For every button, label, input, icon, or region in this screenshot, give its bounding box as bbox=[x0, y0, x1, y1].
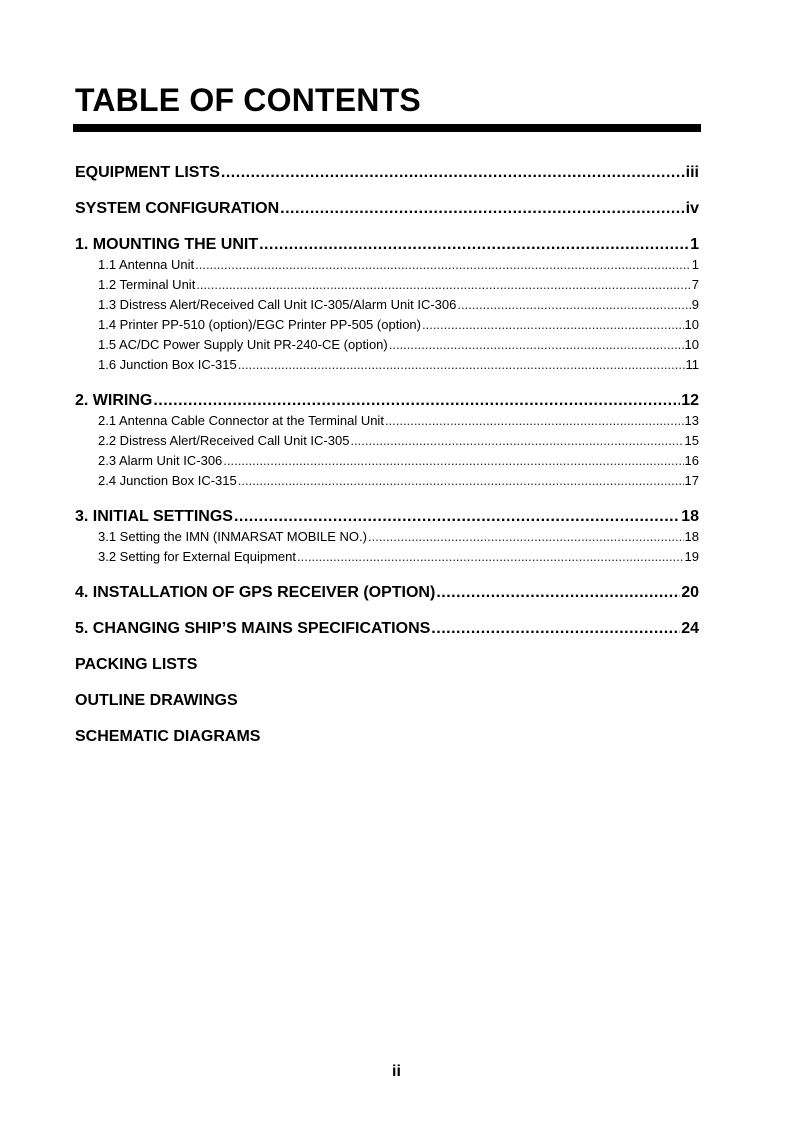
toc-entry-mounting-the-unit[interactable] bbox=[75, 235, 699, 255]
toc-entry-label: 1.3 Distress Alert/Received Call Unit IC-305/Alarm Unit IC-306 bbox=[98, 297, 457, 312]
dot-leader bbox=[280, 199, 685, 219]
toc-entry-page: 1 bbox=[691, 257, 699, 272]
dot-leader bbox=[195, 255, 691, 275]
toc-entry-label: 3. INITIAL SETTINGS bbox=[75, 508, 233, 525]
dot-leader bbox=[436, 583, 680, 603]
dot-leader bbox=[457, 295, 690, 315]
toc-entry-label: 1.6 Junction Box IC-315 bbox=[98, 357, 237, 372]
toc-entry-label: 2.2 Distress Alert/Received Call Unit IC-305 bbox=[98, 433, 350, 448]
dot-leader bbox=[223, 451, 683, 471]
toc-entry-page: 13 bbox=[684, 413, 699, 428]
dot-leader bbox=[259, 235, 689, 255]
toc-entry-1-4[interactable] bbox=[98, 315, 699, 335]
dot-leader bbox=[389, 335, 684, 355]
toc-entry-page: iv bbox=[685, 200, 699, 217]
toc-entry-page: 16 bbox=[684, 453, 699, 468]
toc-entry-page: 18 bbox=[681, 508, 699, 525]
toc-entry-label: 1.4 Printer PP-510 (option)/EGC Printer PP-505 (option) bbox=[98, 317, 421, 332]
toc-entry-label: SYSTEM CONFIGURATION bbox=[75, 200, 280, 217]
dot-leader bbox=[234, 507, 680, 527]
toc-entry-packing-lists[interactable]: PACKING LISTS bbox=[75, 656, 198, 673]
dot-leader bbox=[431, 619, 680, 639]
toc-entry-label: 5. CHANGING SHIP’S MAINS SPECIFICATIONS bbox=[75, 620, 431, 637]
toc-entry-initial-settings[interactable] bbox=[75, 507, 699, 527]
toc-entry-mains-specifications[interactable] bbox=[75, 619, 699, 639]
toc-entry-schematic-diagrams[interactable]: SCHEMATIC DIAGRAMS bbox=[75, 728, 261, 745]
dot-leader bbox=[196, 275, 690, 295]
dot-leader bbox=[297, 547, 684, 567]
toc-entry-label: 2.1 Antenna Cable Connector at the Terminal Unit bbox=[98, 413, 384, 428]
dot-leader bbox=[350, 431, 683, 451]
toc-entry-2-3[interactable] bbox=[98, 451, 699, 471]
toc-entry-page: 7 bbox=[691, 277, 699, 292]
toc-entry-label: 1.5 AC/DC Power Supply Unit PR-240-CE (option) bbox=[98, 337, 388, 352]
toc-entry-page: 12 bbox=[681, 392, 699, 409]
toc-entry-1-5[interactable] bbox=[98, 335, 699, 355]
page-title: TABLE OF CONTENTS bbox=[75, 82, 421, 118]
dot-leader bbox=[368, 527, 684, 547]
toc-entry-page: 15 bbox=[684, 433, 699, 448]
toc-entry-page: 9 bbox=[691, 297, 699, 312]
toc-entry-1-1[interactable] bbox=[98, 255, 699, 275]
toc-entry-2-2[interactable] bbox=[98, 431, 699, 451]
toc-entry-page: 17 bbox=[684, 473, 699, 488]
toc-entry-gps-receiver[interactable] bbox=[75, 583, 699, 603]
toc-entry-label: 2.4 Junction Box IC-315 bbox=[98, 473, 237, 488]
toc-entry-outline-drawings[interactable]: OUTLINE DRAWINGS bbox=[75, 692, 238, 709]
toc-entry-label: 2.3 Alarm Unit IC-306 bbox=[98, 453, 223, 468]
toc-entry-1-3[interactable] bbox=[98, 295, 699, 315]
dot-leader bbox=[221, 163, 685, 183]
dot-leader bbox=[153, 391, 680, 411]
toc-entry-label: 1. MOUNTING THE UNIT bbox=[75, 236, 259, 253]
toc-entry-system-configuration[interactable] bbox=[75, 199, 699, 219]
toc-entry-label: 3.1 Setting the IMN (INMARSAT MOBILE NO.) bbox=[98, 529, 367, 544]
toc-entry-page: 19 bbox=[684, 549, 699, 564]
toc-entry-page: 1 bbox=[690, 236, 699, 253]
toc-entry-page: 20 bbox=[681, 584, 699, 601]
dot-leader bbox=[238, 355, 685, 375]
toc-entry-2-4[interactable] bbox=[98, 471, 699, 491]
toc-entry-page: 10 bbox=[684, 337, 699, 352]
toc-entry-page: 11 bbox=[685, 357, 699, 372]
toc-entry-label: 4. INSTALLATION OF GPS RECEIVER (OPTION) bbox=[75, 584, 436, 601]
table-of-contents bbox=[75, 163, 699, 747]
toc-entry-label: 1.2 Terminal Unit bbox=[98, 277, 196, 292]
toc-entry-3-1[interactable] bbox=[98, 527, 699, 547]
dot-leader bbox=[422, 315, 684, 335]
title-rule bbox=[73, 124, 701, 132]
toc-entry-label: 3.2 Setting for External Equipment bbox=[98, 549, 297, 564]
toc-entry-wiring[interactable] bbox=[75, 391, 699, 411]
toc-entry-equipment-lists[interactable] bbox=[75, 163, 699, 183]
toc-entry-page: 18 bbox=[684, 529, 699, 544]
toc-entry-1-6[interactable] bbox=[98, 355, 699, 375]
toc-entry-label: 1.1 Antenna Unit bbox=[98, 257, 195, 272]
toc-entry-page: iii bbox=[685, 164, 699, 181]
dot-leader bbox=[238, 471, 684, 491]
page-number: ii bbox=[392, 1063, 401, 1080]
toc-entry-1-2[interactable] bbox=[98, 275, 699, 295]
toc-entry-page: 24 bbox=[681, 620, 699, 637]
toc-entry-page: 10 bbox=[684, 317, 699, 332]
dot-leader bbox=[385, 411, 684, 431]
toc-entry-3-2[interactable] bbox=[98, 547, 699, 567]
toc-entry-2-1[interactable] bbox=[98, 411, 699, 431]
toc-entry-label: EQUIPMENT LISTS bbox=[75, 164, 220, 181]
toc-entry-label: 2. WIRING bbox=[75, 392, 153, 409]
